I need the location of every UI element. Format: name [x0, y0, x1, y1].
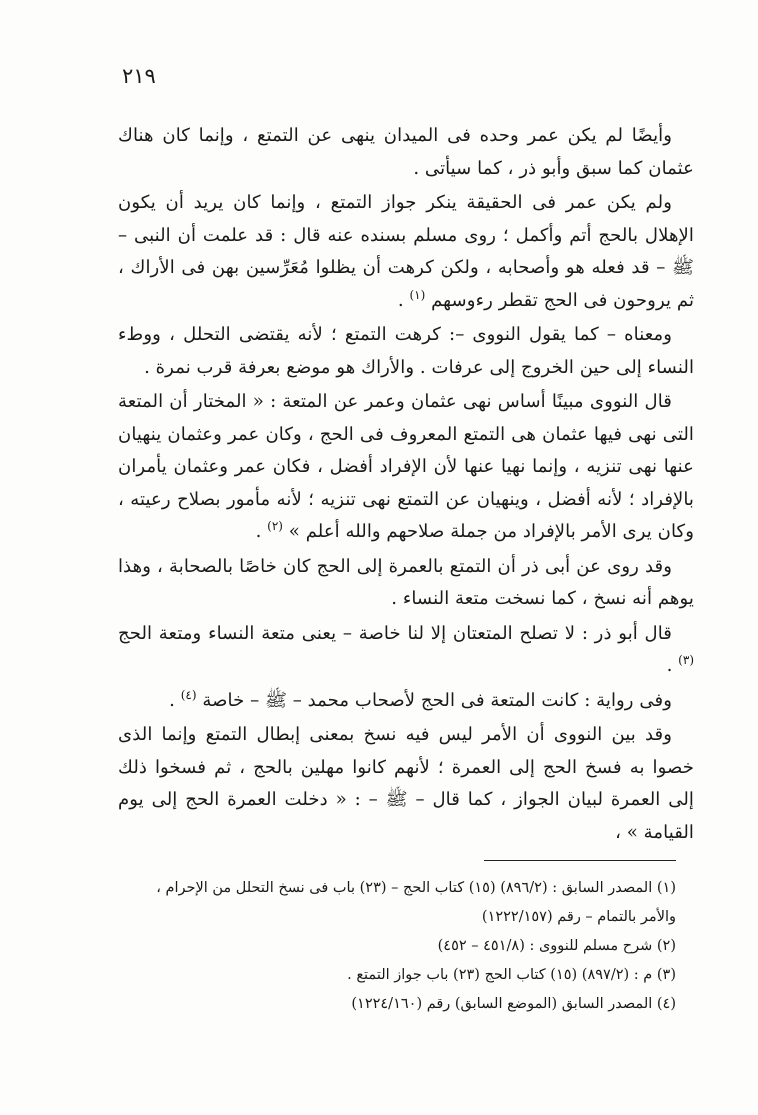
- footnote-ref[interactable]: (٤): [180, 687, 197, 702]
- paragraph-6: [118, 618, 694, 683]
- paragraph-5: [118, 551, 694, 616]
- footnote-ref[interactable]: (٣): [678, 652, 694, 667]
- paragraph-tail: .: [169, 689, 181, 711]
- footnote-separator: [484, 860, 676, 861]
- paragraph-text: وفى رواية : كانت المتعة فى الحج لأصحاب محمد – ﷺ – خاصة: [202, 689, 672, 711]
- paragraph-tail: .: [255, 521, 268, 542]
- paragraph-tail: .: [666, 655, 679, 676]
- paragraph-1: [118, 120, 694, 185]
- paragraph-2: [118, 187, 694, 317]
- body-text: [118, 120, 694, 851]
- paragraph-text: وقد روى عن أبى ذر أن التمتع بالعمرة إلى الحج كان خاصًا بالصحابة ، وهذا يوهم أنه نسخ ، كما نسخت متعة النساء .: [118, 555, 694, 609]
- paragraph-text: قال أبو ذر : لا تصلح المتعتان إلا لنا خاصة – يعنى متعة النساء ومتعة الحج: [118, 622, 672, 644]
- footnote-3: (٣) م : (٨٩٧/٢) (١٥) كتاب الحج (٢٣) باب جواز التمتع .: [347, 967, 676, 983]
- paragraph-text: قال النووى مبينًا أساس نهى عثمان وعمر عن المتعة : « المختار أن المتعة التى نهى فيها عثمان هى التمتع المعروف فى الحج ، وكان عمر وعثمان ينهيان عنها نهى تنزيه ، وإنما نهيا عنها لأن الإفراد أفضل ، فكان عمر وعثمان يأمران بالإفراد ؛ لأنه أفضل ، وينهيان عن التمتع نهى تنزيه ؛ لأنه مأمور بصلاح رعيته ، وكان يرى الأمر بالإفراد من جملة صلاحهم والله أعلم »: [118, 391, 694, 542]
- footnote-ref[interactable]: (١): [409, 287, 426, 302]
- paragraph-7: [118, 685, 694, 718]
- footnote-4: (٤) المصدر السابق (الموضع السابق) رقم (١٢٢٤/١٦٠): [351, 996, 676, 1012]
- paragraph-text: وقد بين النووى أن الأمر ليس فيه نسخ بمعنى إبطال التمتع وإنما الذى خصوا به فسخ الحج إلى العمرة ؛ لأنهم كانوا مهلين بالحج ، ثم فسخوا ذلك إلى العمرة لبيان الجواز ، كما قال – ﷺ – : « دخلت العمرة الحج إلى يوم القيامة » ،: [118, 724, 694, 843]
- paragraph-text: ولم يكن عمر فى الحقيقة ينكر جواز التمتع ، وإنما كان يريد أن يكون الإهلال بالحج أتم وأكمل ؛ روى مسلم بسنده عنه قال : قد علمت أن النبى – ﷺ – قد فعله هو وأصحابه ، ولكن كرهت أن يظلوا مُعَرِّسين بهن فى الأراك ، ثم يروحون فى الحج تقطر رءوسهم: [118, 192, 694, 311]
- footnote-1: (١) المصدر السابق : (٨٩٦/٢) (١٥) كتاب الحج – (٢٣) باب فى نسخ التحلل من الإحرام ، والأمر بالتمام – رقم (١٢٢٢/١٥٧): [156, 880, 676, 925]
- footnote-2: (٢) شرح مسلم للنووى : (٤٥١/٨ – ٤٥٢): [437, 938, 676, 954]
- paragraph-8: [118, 719, 694, 849]
- paragraph-3: [118, 319, 694, 384]
- paragraph-tail: .: [397, 289, 410, 311]
- paragraph-text: ومعناه – كما يقول النووى –: كرهت التمتع ؛ لأنه يقتضى التحلل ، ووطء النساء إلى حين الخروج إلى عرفات . والأراك هو موضع بعرفة قرب نمرة .: [118, 324, 694, 378]
- footnotes: [118, 874, 694, 1019]
- footnote-ref[interactable]: (٢): [267, 518, 283, 533]
- paragraph-4: [118, 386, 694, 549]
- paragraph-text: وأيضًا لم يكن عمر وحده فى الميدان ينهى عن التمتع ، وإنما كان هناك عثمان كما سبق وأبو ذر ، كما سيأتى .: [118, 125, 694, 179]
- page-number: ٢١٩: [122, 64, 156, 88]
